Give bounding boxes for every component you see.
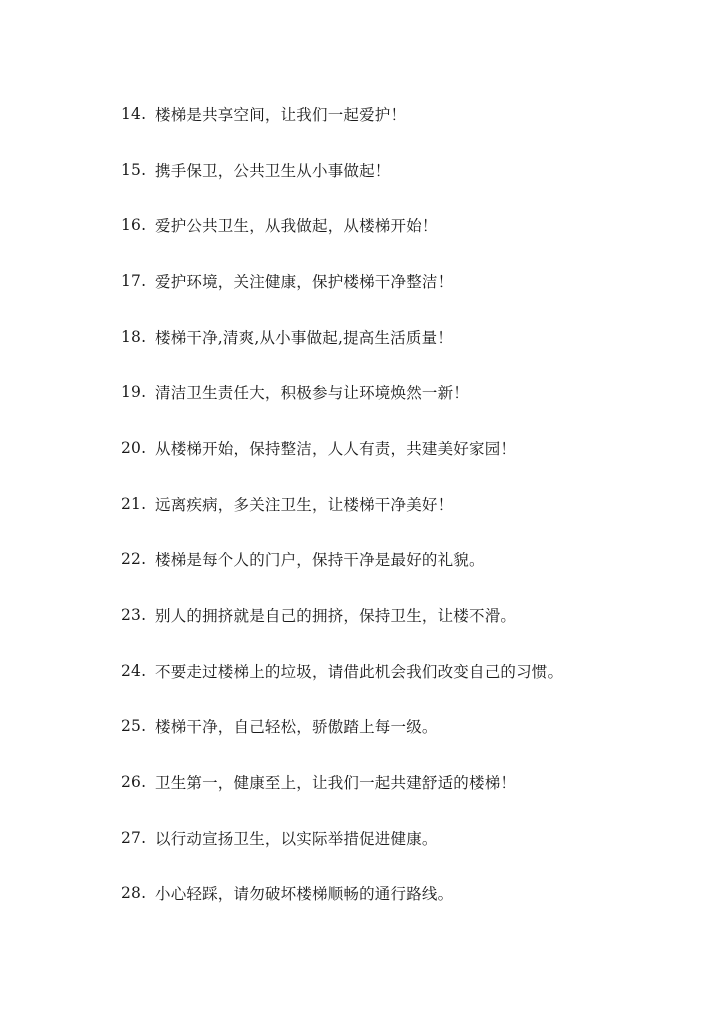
list-item <box>121 587 681 643</box>
item-text: 不要走过楼梯上的垃圾，请借此机会我们改变自己的习惯。 <box>155 662 564 681</box>
item-number: 17. <box>121 271 147 290</box>
item-number: 21. <box>121 494 147 513</box>
item-number: 24. <box>121 661 147 680</box>
list-item <box>121 699 681 755</box>
item-number: 19. <box>121 383 147 402</box>
list-item <box>121 364 681 420</box>
item-text: 别人的拥挤就是自己的拥挤，保持卫生，让楼不滑。 <box>155 607 517 626</box>
item-number: 26. <box>121 773 147 792</box>
item-number: 22. <box>121 550 147 569</box>
item-text: 小心轻踩，请勿破坏楼梯顺畅的通行路线。 <box>155 885 454 904</box>
list-item <box>121 309 681 365</box>
list-item <box>121 754 681 810</box>
list-item <box>121 420 681 476</box>
item-text: 清洁卫生责任大，积极参与让环境焕然一新！ <box>155 384 470 403</box>
item-text: 爱护环境，关注健康，保护楼梯干净整洁！ <box>155 272 454 291</box>
item-number: 16. <box>121 216 147 235</box>
item-text: 楼梯干净,清爽,从小事做起,提高生活质量！ <box>155 328 453 347</box>
list-item <box>121 866 681 922</box>
list-item <box>121 810 681 866</box>
item-text: 卫生第一，健康至上，让我们一起共建舒适的楼梯！ <box>155 774 517 793</box>
item-text: 楼梯干净，自己轻松，骄傲踏上每一级。 <box>155 718 438 737</box>
item-number: 20. <box>121 438 147 457</box>
item-number: 25. <box>121 717 147 736</box>
item-number: 18. <box>121 327 147 346</box>
item-number: 27. <box>121 828 147 847</box>
list-item <box>121 253 681 309</box>
item-text: 从楼梯开始，保持整洁，人人有责，共建美好家园！ <box>155 439 517 458</box>
item-number: 23. <box>121 606 147 625</box>
list-item <box>121 197 681 253</box>
slogan-list <box>121 86 681 921</box>
item-number: 15. <box>121 160 147 179</box>
item-text: 以行动宣扬卫生，以实际举措促进健康。 <box>155 829 438 848</box>
list-item <box>121 86 681 142</box>
list-item <box>121 142 681 198</box>
item-number: 28. <box>121 884 147 903</box>
item-text: 楼梯是共享空间，让我们一起爱护！ <box>155 105 407 124</box>
item-text: 楼梯是每个人的门户，保持干净是最好的礼貌。 <box>155 551 485 570</box>
item-text: 爱护公共卫生，从我做起，从楼梯开始！ <box>155 217 438 236</box>
list-item <box>121 476 681 532</box>
list-item <box>121 532 681 588</box>
item-number: 14. <box>121 104 147 123</box>
item-text: 携手保卫，公共卫生从小事做起！ <box>155 161 391 180</box>
list-item <box>121 643 681 699</box>
item-text: 远离疾病，多关注卫生，让楼梯干净美好！ <box>155 495 454 514</box>
